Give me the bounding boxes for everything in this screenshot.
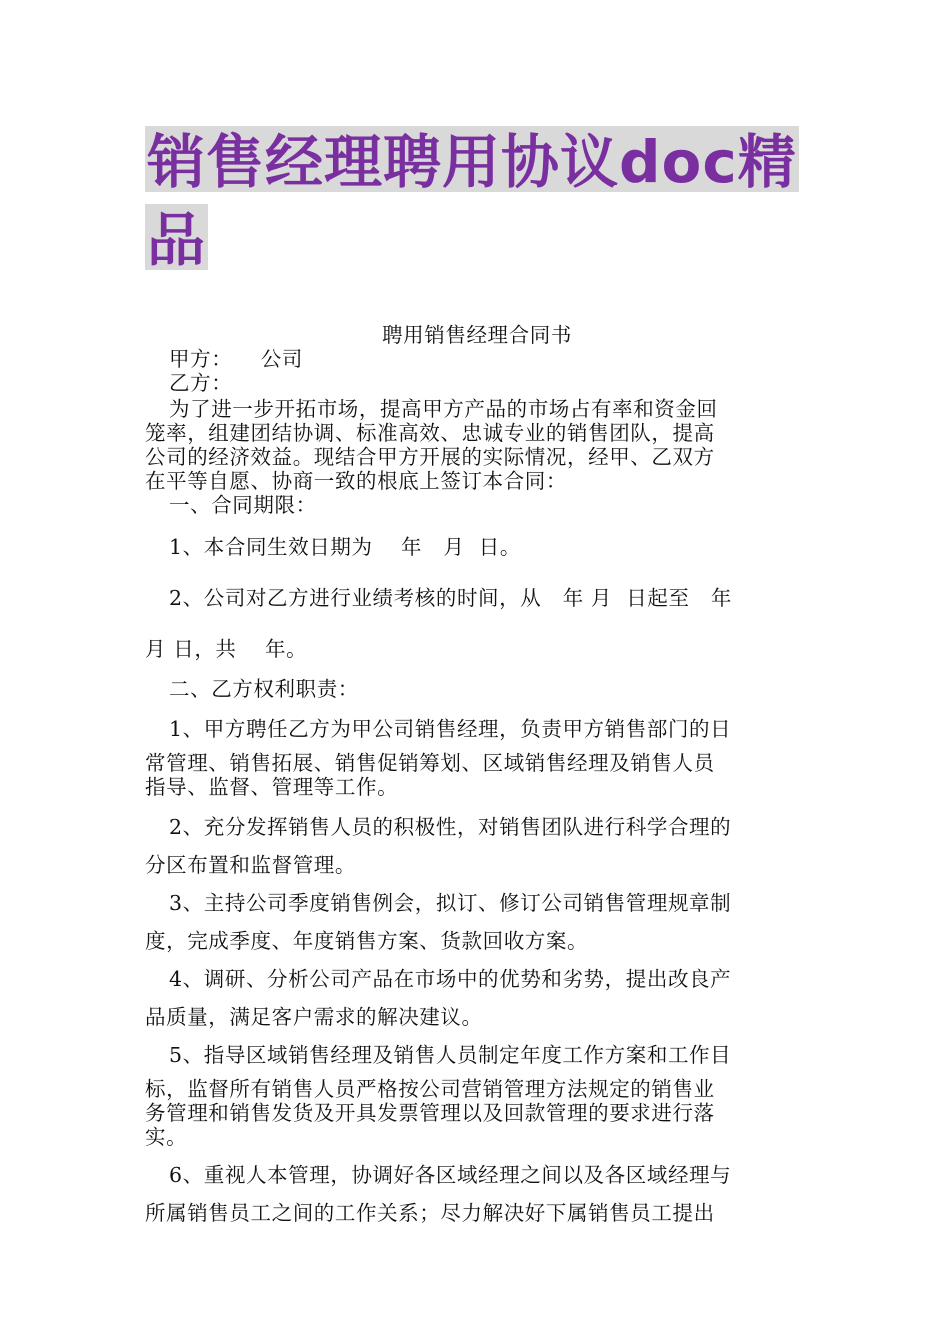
s2-item-4-line-2: 品质量，满足客户需求的解决建议。 [145,1005,483,1029]
s1-item-2-line-1: 2、公司对乙方进行业绩考核的时间，从 年 月 日起至 年 [169,586,732,610]
s2-item-5-line-1: 5、指导区域销售经理及销售人员制定年度工作方案和工作目 [169,1043,732,1067]
party-b-line: 乙方： [169,371,233,395]
s2-item-3-line-1: 3、主持公司季度销售例会，拟订、修订公司销售管理规章制 [169,891,732,915]
s2-item-6-line-1: 6、重视人本管理，协调好各区域经理之间以及各区域经理与 [169,1163,732,1187]
s2-item-2-line-1: 2、充分发挥销售人员的积极性，对销售团队进行科学合理的 [169,815,732,839]
s2-item-2-line-2: 分区布置和监督管理。 [145,853,356,877]
title-line-1: 销售经理聘用协议doc精 [147,128,797,196]
s1-item-1: 1、本合同生效日期为 年 月 日。 [169,535,521,559]
s2-item-5-line-2: 标，监督所有销售人员严格按公司营销管理方法规定的销售业 [145,1077,715,1101]
title-line-2: 品 [147,206,207,274]
intro-line-1: 为了进一步开拓市场，提高甲方产品的市场占有率和资金回 [169,397,718,421]
intro-line-2: 笼率，组建团结协调、标准高效、忠诚专业的销售团队，提高 [145,421,715,445]
s2-item-5-line-3: 务管理和销售发货及开具发票管理以及回款管理的要求进行落 [145,1101,715,1125]
s2-item-5-line-4: 实。 [145,1125,188,1149]
intro-line-4: 在平等自愿、协商一致的根底上签订本合同： [145,469,567,493]
s1-item-2-line-2: 月 日，共 年。 [145,637,308,661]
document-body [145,318,809,1225]
s2-item-4-line-1: 4、调研、分析公司产品在市场中的优势和劣势，提出改良产 [169,967,732,991]
s2-item-6-line-2: 所属销售员工之间的工作关系；尽力解决好下属销售员工提出 [145,1201,715,1225]
party-a-line: 甲方： 公司 [169,347,303,371]
s2-item-3-line-2: 度，完成季度、年度销售方案、货款回收方案。 [145,929,589,953]
s2-item-1-line-2: 常管理、销售拓展、销售促销筹划、区域销售经理及销售人员 [145,751,715,775]
contract-heading: 聘用销售经理合同书 [382,323,572,347]
s2-item-1-line-3: 指导、监督、管理等工作。 [145,775,399,799]
document-title [145,126,810,274]
s2-item-1-line-1: 1、甲方聘任乙方为甲公司销售经理，负责甲方销售部门的日 [169,717,732,741]
section-2-title: 二、乙方权利职责： [169,677,359,701]
intro-line-3: 公司的经济效益。现结合甲方开展的实际情况，经甲、乙双方 [145,445,715,469]
section-1-title: 一、合同期限： [169,493,317,517]
